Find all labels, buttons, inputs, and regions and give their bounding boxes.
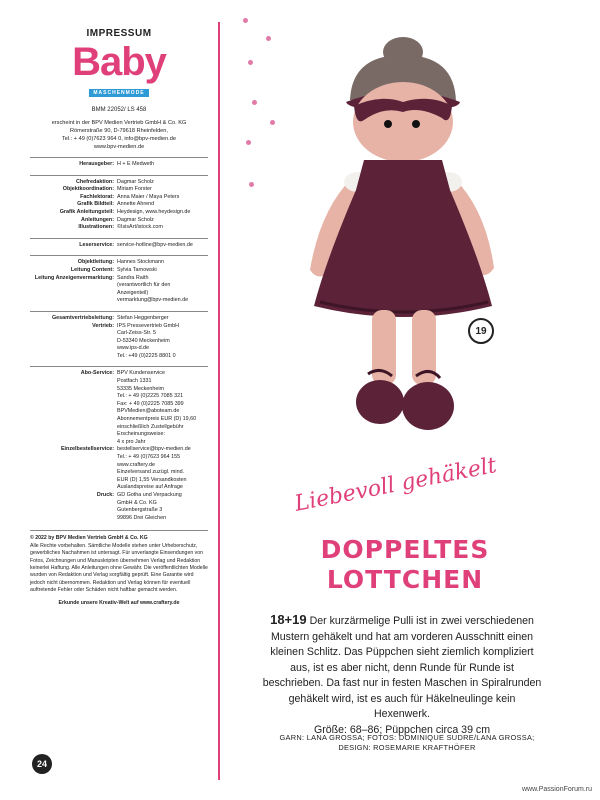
- impressum-key: Objektleitung:: [77, 259, 114, 266]
- publisher-line: www.bpv-medien.de: [93, 144, 145, 150]
- dot: [248, 60, 253, 65]
- impressum-value: [117, 323, 208, 361]
- impressum-row: [30, 446, 208, 492]
- impressum-key: Leserservice:: [79, 241, 114, 248]
- impressum-value-line: Fax: + 49 (0)2225 7085 399: [117, 400, 184, 407]
- dot: [266, 36, 271, 41]
- impressum-key: Fachlektorat:: [80, 193, 114, 200]
- impressum-value-line: service-hotline@bpv-medien.de: [117, 241, 193, 248]
- impressum-row: [30, 242, 208, 250]
- impressum-value: [117, 209, 208, 217]
- impressum-value: [117, 194, 208, 202]
- impressum-value: [117, 201, 208, 209]
- doll-head: [353, 82, 453, 162]
- model-number-badge: 19: [468, 318, 494, 344]
- impressum-value: [117, 186, 208, 194]
- web-link: Erkunde unsere Kreativ-Welt auf www.craftery.de: [58, 599, 180, 606]
- impressum-row: [30, 492, 208, 522]
- impressum-value-line: Dagmar Scholz: [117, 178, 154, 185]
- dot: [246, 140, 251, 145]
- publisher-line: Römerstraße 90, D-79618 Rheinfelden,: [70, 128, 168, 134]
- impressum-value: [117, 446, 208, 492]
- impressum-value-line: Annette Ahrend: [117, 201, 155, 208]
- logo-subtitle: MASCHENMODE: [89, 89, 148, 97]
- impressum-section: [30, 157, 208, 169]
- impressum-value-line: Dagmar Scholz: [117, 216, 154, 223]
- size-line: Größe: 68–86; Püppchen circa 39 cm: [313, 723, 491, 736]
- impressum-value-line: 53335 Meckenheim: [117, 385, 165, 392]
- headline-line: LOTTCHEN: [326, 565, 484, 594]
- impressum-value-line: Einzelversand zuzügl. mind.: [117, 469, 185, 476]
- impressum-heading: IMPRESSUM: [86, 28, 152, 39]
- impressum-value-line: BPV Kundenservice: [117, 370, 165, 377]
- impressum-value-line: IPS Pressevertrieb GmbH: [117, 322, 180, 329]
- doll-shoe-right: [402, 382, 454, 430]
- impressum-value: [117, 492, 208, 522]
- impressum-value: [117, 259, 208, 267]
- impressum-row: [30, 259, 208, 267]
- script-heading: Liebevoll gehäkelt: [292, 453, 499, 517]
- impressum-value-line: BPVMedien@aboteam.de: [117, 408, 180, 415]
- impressum-value-line: 4 x pro Jahr: [117, 438, 146, 445]
- impressum-value-line: EUR (D) 1,55 Versandkosten: [117, 476, 187, 483]
- doll-eye-right: [412, 120, 420, 128]
- impressum-row: [30, 209, 208, 217]
- impressum-value-line: ©IsisArt/istock.com: [117, 224, 163, 231]
- impressum-value: [117, 275, 208, 305]
- credits: [262, 733, 552, 753]
- legal-text: Alle Rechte vorbehalten. Sämtliche Modelle stehen unter Urheberschutz, gewerbliches Nachahmen ist untersagt. Für unverlangte Einsendungen von Fotos, Zeichnungen und Manuskripten übernehmen Verlag und Redaktion keinerlei Haftung. Alle Anleitungen ohne Gewähr. Die veröffentlichten Modelle wurden von Redaktion und Verlag sorgfältig geprüft. Eine Garantie wird jedoch nicht übernommen. Redaktion und Verlag können für eventuell auftretende Fehler oder Schäden nicht haftbar gemacht werden.: [30, 542, 208, 594]
- impressum-value-line: Postfach 1331: [117, 378, 152, 385]
- impressum-value-line: Tel.: + 49 (0)2225 7085 321: [117, 393, 184, 400]
- impressum-value: [117, 370, 208, 446]
- impressum-value-line: Anna Maier / Maya Peters: [117, 193, 180, 200]
- impressum-key: Leitung Anzeigenvermarktung:: [34, 274, 114, 281]
- body-text: Der kurzärmelige Pulli ist in zwei verschiedenen Mustern gehäkelt und hat am vorderen Ausschnitt einen kleinen Schlitz. Das Püppchen sieht ziemlich kompliziert aus, ist es aber nicht, denn Runde für Runde ist beschrieben. Da fast nur in festen Maschen in Spiralrunden gehäkelt wird, ist es auch für Häkelneulinge kein Hexenwerk.: [262, 615, 542, 720]
- doll-leg-left: [372, 310, 396, 385]
- impressum-value-line: einschließlich Zustellgebühr: [117, 423, 184, 430]
- page-number: 24: [32, 754, 52, 774]
- impressum-row: [30, 161, 208, 169]
- impressum-value-line: (verantwortlich für den: [117, 282, 171, 289]
- impressum-value-line: Sylvia Tarnowski: [117, 266, 157, 273]
- impressum-row: [30, 194, 208, 202]
- impressum-value-line: D-53340 Meckenheim: [117, 337, 170, 344]
- impressum-key: Grafik Anleitungsteil:: [59, 208, 114, 215]
- impressum-column: [30, 28, 208, 607]
- impressum-value-line: Tel.: + 49 (0)7623 964 155: [117, 454, 181, 460]
- impressum-section: [30, 175, 208, 232]
- impressum-row: [30, 315, 208, 323]
- article-body: [262, 612, 542, 738]
- impressum-row: [30, 370, 208, 446]
- impressum-value-line: Gutenbergstraße 3: [117, 507, 163, 514]
- publisher-line: erscheint in der BPV Medien Vertrieb GmbH & Co. KG: [51, 120, 187, 126]
- impressum-value: [117, 179, 208, 187]
- impressum-value: [117, 242, 208, 250]
- impressum-key: Herausgeber:: [79, 161, 114, 167]
- impressum-section: [30, 366, 208, 522]
- impressum-section: [30, 255, 208, 305]
- impressum-row: [30, 179, 208, 187]
- impressum-value-line: Miriam Forster: [117, 186, 152, 193]
- impressum-value-line: Hannes Stockmann: [117, 259, 165, 266]
- copyright: © 2022 by BPV Medien Vertrieb GmbH & Co. KG: [30, 535, 148, 542]
- model-numbers: 18+19: [270, 612, 307, 627]
- dot: [249, 182, 254, 187]
- impressum-value-line: 99896 Drei Gleichen: [117, 514, 167, 521]
- impressum-value: [117, 161, 208, 169]
- impressum-value-line: H + E Medweth: [117, 161, 155, 167]
- impressum-key: Einzelbestellservice:: [60, 446, 114, 453]
- impressum-value: [117, 315, 208, 323]
- impressum-key: Anleitungen:: [81, 216, 114, 223]
- publisher-line: Tel.: + 49 (0)7623 964 0, info@bpv-medien.de: [61, 136, 177, 142]
- impressum-sections: [30, 157, 208, 522]
- credit-line: GARN: LANA GROSSA; FOTOS: DOMINIQUE SUDRE/LANA GROSSA;: [279, 733, 535, 742]
- watermark: www.PassionForum.ru: [521, 786, 592, 793]
- impressum-key: Grafik Bildteil:: [77, 201, 114, 208]
- impressum-value-line: Tel.: +49 (0)2225 8801 0: [117, 352, 176, 359]
- article-headline: [300, 535, 510, 595]
- doll-dress: [314, 160, 492, 317]
- impressum-key: Objektkoordination:: [62, 186, 114, 193]
- impressum-row: [30, 186, 208, 194]
- impressum-value-line: Abonnementpreis EUR (D) 19,60: [117, 416, 197, 423]
- impressum-key: Chefredaktion:: [75, 178, 114, 185]
- impressum-value-line: Auslandspreise auf Anfrage: [117, 484, 183, 491]
- headline-line: DOPPELTES: [320, 535, 490, 564]
- crochet-doll-photo: [280, 10, 520, 450]
- impressum-value-line: Anzeigenteil): [117, 289, 149, 296]
- impressum-section: [30, 238, 208, 250]
- order-number: BMM 22052/ LS 458: [91, 107, 147, 113]
- impressum-row: [30, 267, 208, 275]
- column-divider: [218, 22, 220, 780]
- impressum-value-line: www.craftery.de: [117, 461, 155, 468]
- impressum-section: [30, 311, 208, 361]
- magazine-logo: [30, 40, 208, 99]
- legal-notice: [30, 530, 208, 607]
- impressum-value: [117, 224, 208, 232]
- impressum-row: [30, 323, 208, 361]
- impressum-value-line: GmbH & Co. KG: [117, 499, 157, 506]
- dot: [243, 18, 248, 23]
- logo-text: Baby: [72, 40, 166, 84]
- impressum-value-line: www.ips-d.de: [117, 345, 150, 352]
- impressum-value-line: Stefan Heggenberger: [117, 314, 169, 321]
- credit-line: DESIGN: ROSEMARIE KRAFTHÖFER: [338, 743, 476, 752]
- dot: [252, 100, 257, 105]
- impressum-row: [30, 275, 208, 305]
- dot: [270, 120, 275, 125]
- impressum-value-line: bestellservice@bpv-medien.de: [117, 446, 191, 453]
- doll-eye-left: [384, 120, 392, 128]
- publisher-info: [30, 119, 208, 151]
- impressum-key: Abo-Service:: [80, 370, 114, 377]
- impressum-key: Leitung Content:: [70, 266, 114, 273]
- impressum-key: Vertrieb:: [92, 322, 114, 329]
- impressum-value: [117, 267, 208, 275]
- impressum-key: Gesamtvertriebsleitung:: [51, 314, 114, 321]
- impressum-row: [30, 201, 208, 209]
- impressum-value-line: Sandra Raith: [117, 274, 149, 281]
- impressum-row: [30, 224, 208, 232]
- doll-shoe-left: [356, 380, 404, 424]
- impressum-value-line: Erscheinungsweise:: [117, 431, 165, 438]
- impressum-value-line: vermarktung@bpv-medien.de: [117, 297, 189, 304]
- impressum-value-line: GD Gotha und Verpackung: [117, 491, 182, 498]
- impressum-key: Druck:: [96, 491, 114, 498]
- impressum-value-line: Heydesign, www.heydesign.de: [117, 208, 191, 215]
- impressum-value-line: Carl-Zeiss-Str. 5: [117, 330, 156, 337]
- impressum-key: Illustrationen:: [78, 224, 114, 231]
